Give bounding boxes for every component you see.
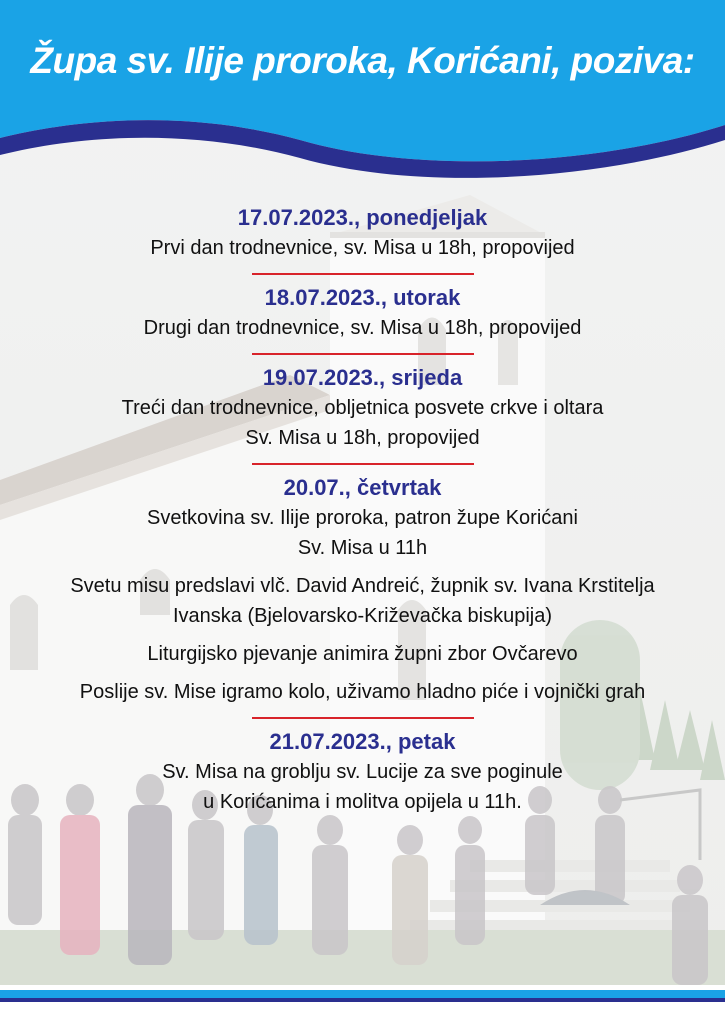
red-separator [252, 717, 474, 719]
footer-band [0, 985, 725, 1024]
event-date: 21.07.2023., petak [269, 729, 456, 754]
event-2 [0, 283, 725, 343]
page-title: Župa sv. Ilije proroka, Korićani, poziva: [30, 40, 695, 81]
red-separator [252, 273, 474, 275]
header-wave-banner [0, 0, 725, 190]
event-text: u Korićanima i molitva opijela u 11h. [203, 791, 522, 813]
footer-blue-stripe [0, 990, 725, 998]
event-text: Svetu misu predslavi vlč. David Andreić, župnik sv. Ivana Krstitelja [70, 575, 655, 597]
event-text: Svetkovina sv. Ilije proroka, patron župe Korićani [147, 507, 578, 529]
event-text: Sv. Misa u 18h, propovijed [245, 427, 480, 449]
red-separator [252, 463, 474, 465]
event-date: 19.07.2023., srijeda [262, 365, 463, 390]
event-text: Poslije sv. Mise igramo kolo, uživamo hladno piće i vojnički grah [79, 681, 646, 703]
event-1 [0, 203, 725, 263]
event-date: 20.07., četvrtak [283, 475, 442, 500]
footer-navy-stripe [0, 998, 725, 1002]
event-5 [0, 727, 725, 817]
event-4 [0, 473, 725, 707]
event-date: 18.07.2023., utorak [264, 285, 461, 310]
event-text: Sv. Misa na groblju sv. Lucije za sve poginule [162, 761, 563, 783]
event-text: Drugi dan trodnevnice, sv. Misa u 18h, propovijed [143, 317, 582, 339]
event-paragraph [0, 677, 725, 707]
event-text: Sv. Misa u 11h [297, 537, 428, 559]
event-paragraph [0, 639, 725, 669]
event-text: Ivanska (Bjelovarsko-Križevačka biskupija) [172, 605, 553, 627]
events-list [0, 203, 725, 817]
event-3 [0, 363, 725, 453]
event-text: Prvi dan trodnevnice, sv. Misa u 18h, propovijed [150, 237, 575, 259]
event-text: Liturgijsko pjevanje animira župni zbor Ovčarevo [147, 643, 578, 665]
red-separator [252, 353, 474, 355]
event-text: Treći dan trodnevnice, obljetnica posvete crkve i oltara [121, 397, 604, 419]
event-date: 17.07.2023., ponedjeljak [237, 205, 488, 230]
event-paragraph [0, 571, 725, 631]
